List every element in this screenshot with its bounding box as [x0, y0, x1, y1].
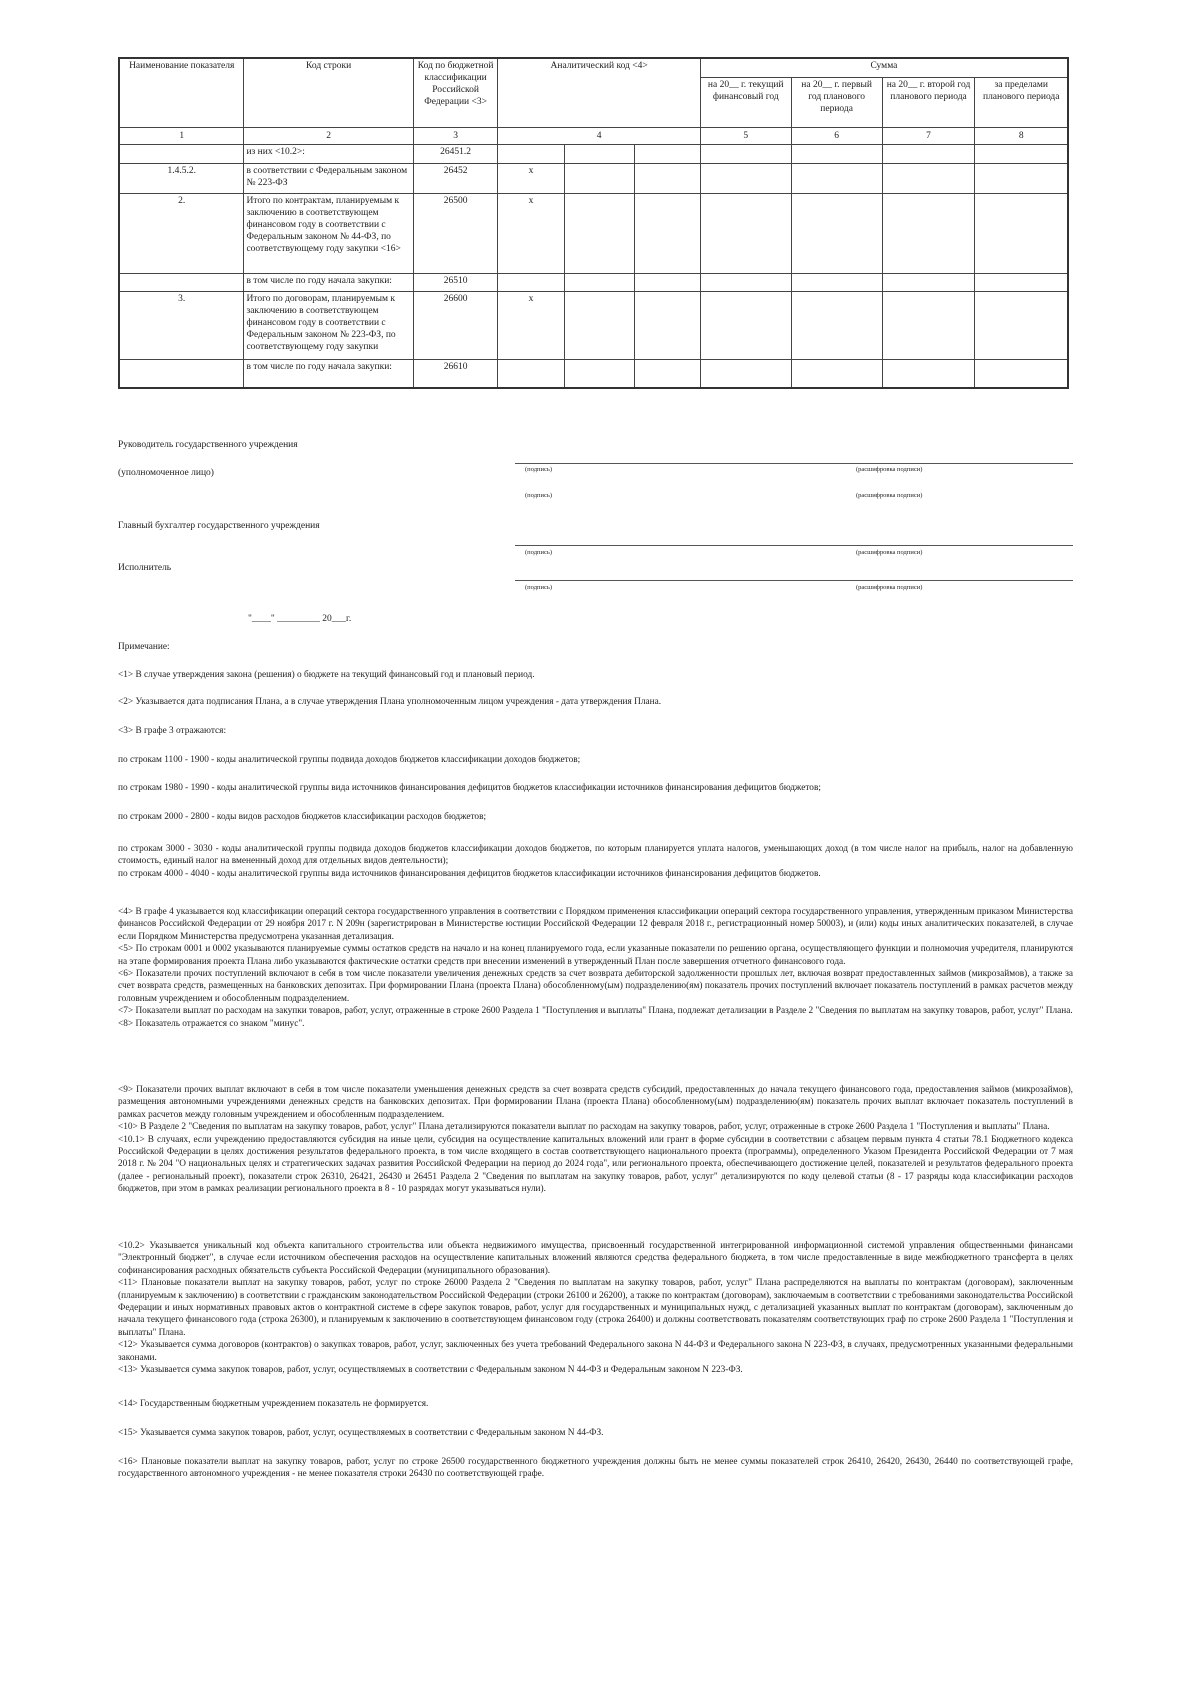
row-number — [119, 145, 244, 164]
table-row — [119, 164, 1068, 194]
row-name: Итого по договорам, планируемым к заключению в соответствующем финансовом году в соответствии с Федеральным законом № 223-ФЗ, по соответствующему году закупки — [244, 292, 413, 360]
signature-caption: (подпись) — [525, 584, 552, 591]
row-code: 26510 — [413, 274, 498, 292]
signature-caption: (подпись) — [525, 549, 552, 556]
row-code: 26451.2 — [413, 145, 498, 164]
signature-caption: (подпись) — [525, 466, 552, 473]
row-analytic: х — [498, 292, 564, 360]
row-analytic — [498, 360, 564, 388]
row-number — [119, 360, 244, 388]
note-item: <1> В случае утверждения закона (решения) о бюджете на текущий финансовый год и плановый период. — [118, 670, 535, 680]
row-analytic: х — [498, 194, 564, 274]
row-code: 26452 — [413, 164, 498, 194]
signature-caption: (подпись) — [525, 492, 552, 499]
row-analytic — [498, 274, 564, 292]
row-analytic: х — [498, 164, 564, 194]
note-item: по строкам 1100 - 1900 - коды аналитической группы подвида доходов бюджетов классификации доходов бюджетов; — [118, 755, 581, 765]
head-signature-line — [515, 463, 1073, 464]
col-num: 8 — [975, 128, 1068, 145]
col-num: 1 — [119, 128, 244, 145]
header-first-plan-year: на 20__ г. первый год планового периода — [791, 78, 882, 128]
header-name: Наименование показателя — [119, 58, 244, 128]
col-num: 5 — [700, 128, 791, 145]
note-item: по строкам 1980 - 1990 - коды аналитической группы вида источников финансирования дефицитов бюджетов классификации источников финансирования дефицитов бюджетов; — [118, 783, 821, 793]
decoding-caption: (расшифровка подписи) — [856, 549, 923, 556]
note-item: <15> Указывается сумма закупок товаров, работ, услуг, осуществляемых в соответствии с Федеральным законом N 44-ФЗ. — [118, 1428, 604, 1438]
col-num: 7 — [882, 128, 975, 145]
row-number — [119, 274, 244, 292]
decoding-caption: (расшифровка подписи) — [856, 492, 923, 499]
table-row — [119, 145, 1068, 164]
row-analytic — [498, 145, 564, 164]
row-number: 2. — [119, 194, 244, 274]
row-name: Итого по контрактам, планируемым к заключению в соответствующем финансовом году в соответствии с Федеральным законом № 44-ФЗ, по соответствующему году закупки <16> — [244, 194, 413, 274]
note-item: <16> Плановые показатели выплат на закупку товаров, работ, услуг по строке 26500 государственного бюджетного учреждения должны быть не менее суммы показателей строк 26410, 26420, 26430, 26440 по соответствующей графе, государственного автономного учреждения - не менее показателя строки 26430 по соответствующей графе. — [118, 1457, 1073, 1480]
note-item: <10.2> Указывается уникальный код объекта капитального строительства или объекта недвижимого имущества, присвоенный государственной интегрированной информационной системой управления общественными финансами "Электронный бюджет", в случае если источником обеспечения расходов на осуществление капитальных вложений являются средства федерального бюджета, в том числе предоставленные в виде межбюджетного трансферта в целях софинансирования расходных обязательств субъекта Российской Федерации (муниципального образования). <11> Плановые показатели выплат на закупку товаров, работ, услуг по строке 26000 Раздела 2 "Сведения по выплатам на закупку товаров, работ, услуг" Плана распределяются на выплаты по контрактам (договорам), заключенным (планируемым к заключению) в соответствии с гражданским законодательством Российской Федерации (строки 26100 и 26200), а также по контрактам (договорам), заключаемым в соответствии с требованиями законодательства Российской Федерации и иных нормативных правовых актов о контрактной системе в сфере закупок товаров, работ, услуг для государственных и муниципальных нужд, с детализацией указанных выплат по контрактам (договорам), заключенным до начала текущего финансового года (строка 26300), и планируемым к заключению в соответствующем финансовом году (строка 26400) и должны соответствовать показателям соответствующих граф по строке 2600 Раздела 1 "Поступления и выплаты" Плана. <12> Указывается сумма договоров (контрактов) о закупках товаров, работ, услуг, заключенных без учета требований Федерального закона N 44-ФЗ и Федерального закона N 223-ФЗ, в случаях, предусмотренных указанными федеральными законами. <13> Указывается сумма закупок товаров, работ, услуг, осуществляемых в соответствии с Федеральным законом N 44-ФЗ и Федеральным законом N 223-ФЗ. — [118, 1241, 1073, 1376]
header-analytic-code: Аналитический код <4> — [498, 58, 700, 128]
row-name: в том числе по году начала закупки: — [244, 360, 413, 388]
chief-accountant-label: Главный бухгалтер государственного учреждения — [118, 521, 320, 531]
row-name: в соответствии с Федеральным законом № 223-ФЗ — [244, 164, 413, 194]
table-row — [119, 194, 1068, 274]
header-line-code: Код строки — [244, 58, 413, 128]
col-num: 3 — [413, 128, 498, 145]
row-number: 1.4.5.2. — [119, 164, 244, 194]
note-item: по строкам 2000 - 2800 - коды видов расходов бюджетов классификации расходов бюджетов; — [118, 812, 487, 822]
date-line: "____" _________ 20___г. — [248, 614, 352, 624]
table-row — [119, 274, 1068, 292]
notes-title: Примечание: — [118, 642, 170, 652]
header-second-plan-year: на 20__ г. второй год планового периода — [882, 78, 975, 128]
note-item: <2> Указывается дата подписания Плана, а в случае утверждения Плана уполномоченным лицом учреждения - дата утверждения Плана. — [118, 697, 662, 707]
row-name: из них <10.2>: — [244, 145, 413, 164]
column-numbers-row — [119, 128, 1068, 145]
head-authorized-label: (уполномоченное лицо) — [118, 468, 214, 478]
chief-accountant-signature-line — [515, 545, 1073, 546]
decoding-caption: (расшифровка подписи) — [856, 466, 923, 473]
decoding-caption: (расшифровка подписи) — [856, 584, 923, 591]
note-item: <14> Государственным бюджетным учреждением показатель не формируется. — [118, 1399, 429, 1409]
table-row — [119, 292, 1068, 360]
row-name: в том числе по году начала закупки: — [244, 274, 413, 292]
executor-signature-line — [515, 580, 1073, 581]
note-item: <4> В графе 4 указывается код классификации операций сектора государственного управления в соответствии с Порядком применения классификации операций сектора государственного управления, утвержденным приказом Министерства финансов Российской Федерации от 29 ноября 2017 г. N 209н (зарегистрирован в Министерстве юстиции Российской Федерации 12 февраля 2018 г., регистрационный номер 50003), и (или) коды иных аналитических показателей, в случае если Порядком Министерства предусмотрена указанная детализация. <5> По строкам 0001 и 0002 указываются планируемые суммы остатков средств на начало и на конец планируемого года, если указанные показатели по решению органа, осуществляющего функции и полномочия учредителя, планируются на этапе формирования проекта Плана либо указываются фактические остатки средств при внесении изменений в утвержденный План после завершения отчетного финансового года. <6> Показатели прочих поступлений включают в себя в том числе показатели увеличения денежных средств за счет возврата дебиторской задолженности прошлых лет, включая возврат предоставленных займов (микрозаймов), а также за счет возврата средств, размещенных на банковских депозитах. При формировании Плана (проекта Плана) обособленному(ым) подразделению(ям) показатель прочих поступлений включает показатель поступлений в рамках расчетов между головным учреждением и обособленным подразделением. <7> Показатели выплат по расходам на закупки товаров, работ, услуг, отраженные в строке 2600 Раздела 1 "Поступления и выплаты" Плана, подлежат детализации в Разделе 2 "Сведения по выплатам на закупку товаров, работ, услуг" Плана. <8> Показатель отражается со знаком "минус". — [118, 907, 1073, 1029]
header-budget-code: Код по бюджетной классификации Российской Федерации <3> — [413, 58, 498, 128]
row-code: 26500 — [413, 194, 498, 274]
row-code: 26600 — [413, 292, 498, 360]
header-beyond-plan: за пределами планового периода — [975, 78, 1068, 128]
note-item: <9> Показатели прочих выплат включают в себя в том числе показатели уменьшения денежных средств за счет возврата средств субсидий, предоставленных до начала текущего финансового года, предоставления займов (микрозаймов), размещения автономными учреждениями денежных средств на банковских депозитах. При формировании Плана (проекта Плана) обособленному(ым) подразделению(ям) показатель прочих выплат включает показатель поступлений в рамках расчетов между головным учреждением и обособленным подразделением. <10> В Разделе 2 "Сведения по выплатам на закупку товаров, работ, услуг" Плана детализируются показатели выплат по расходам на закупку товаров, работ, услуг, отраженные в строке 2600 Раздела 1 "Поступления и выплаты" Плана. <10.1> В случаях, если учреждению предоставляются субсидия на иные цели, субсидия на осуществление капитальных вложений или грант в форме субсидии в соответствии с абзацем первым пункта 4 статьи 78.1 Бюджетного кодекса Российской Федерации в целях достижения результатов федерального проекта, в том числе входящего в состав соответствующего национального проекта (программы), определенного Указом Президента Российской Федерации от 7 мая 2018 г. № 204 "О национальных целях и стратегических задачах развития Российской Федерации на период до 2024 года", или регионального проекта, обеспечивающего достижение целей, показателей и результатов федерального проекта (далее - региональный проект), показатели строк 26310, 26421, 26430 и 26451 Раздела 2 "Сведения по выплатам на закупку товаров, работ, услуг" детализируются по коду целевой статьи (8 - 17 разряды кода классификации расходов бюджетов, при этом в рамках реализации регионального проекта в 8 - 10 разрядах могут указываться нули). — [118, 1085, 1073, 1195]
row-code: 26610 — [413, 360, 498, 388]
note-item: <3> В графе 3 отражаются: — [118, 726, 227, 736]
row-number: 3. — [119, 292, 244, 360]
head-label: Руководитель государственного учреждения — [118, 440, 298, 450]
col-num: 6 — [791, 128, 882, 145]
header-current-year: на 20__ г. текущий финансовый год — [700, 78, 791, 128]
header-sum: Сумма — [700, 58, 1068, 78]
col-num: 2 — [244, 128, 413, 145]
executor-label: Исполнитель — [118, 563, 172, 573]
plan-table — [118, 57, 1069, 389]
note-item: по строкам 3000 - 3030 - коды аналитической группы подвида доходов бюджетов классификации доходов бюджетов, по которым планируется уплата налогов, уменьшающих доход (в том числе налог на прибыль, налог на добавленную стоимость, единый налог на вмененный доход для отдельных видов деятельности); по строкам 4000 - 4040 - коды аналитической группы вида источников финансирования дефицитов бюджетов классификации источников финансирования дефицитов бюджетов. — [118, 844, 1073, 879]
table-row — [119, 360, 1068, 388]
col-num: 4 — [498, 128, 700, 145]
